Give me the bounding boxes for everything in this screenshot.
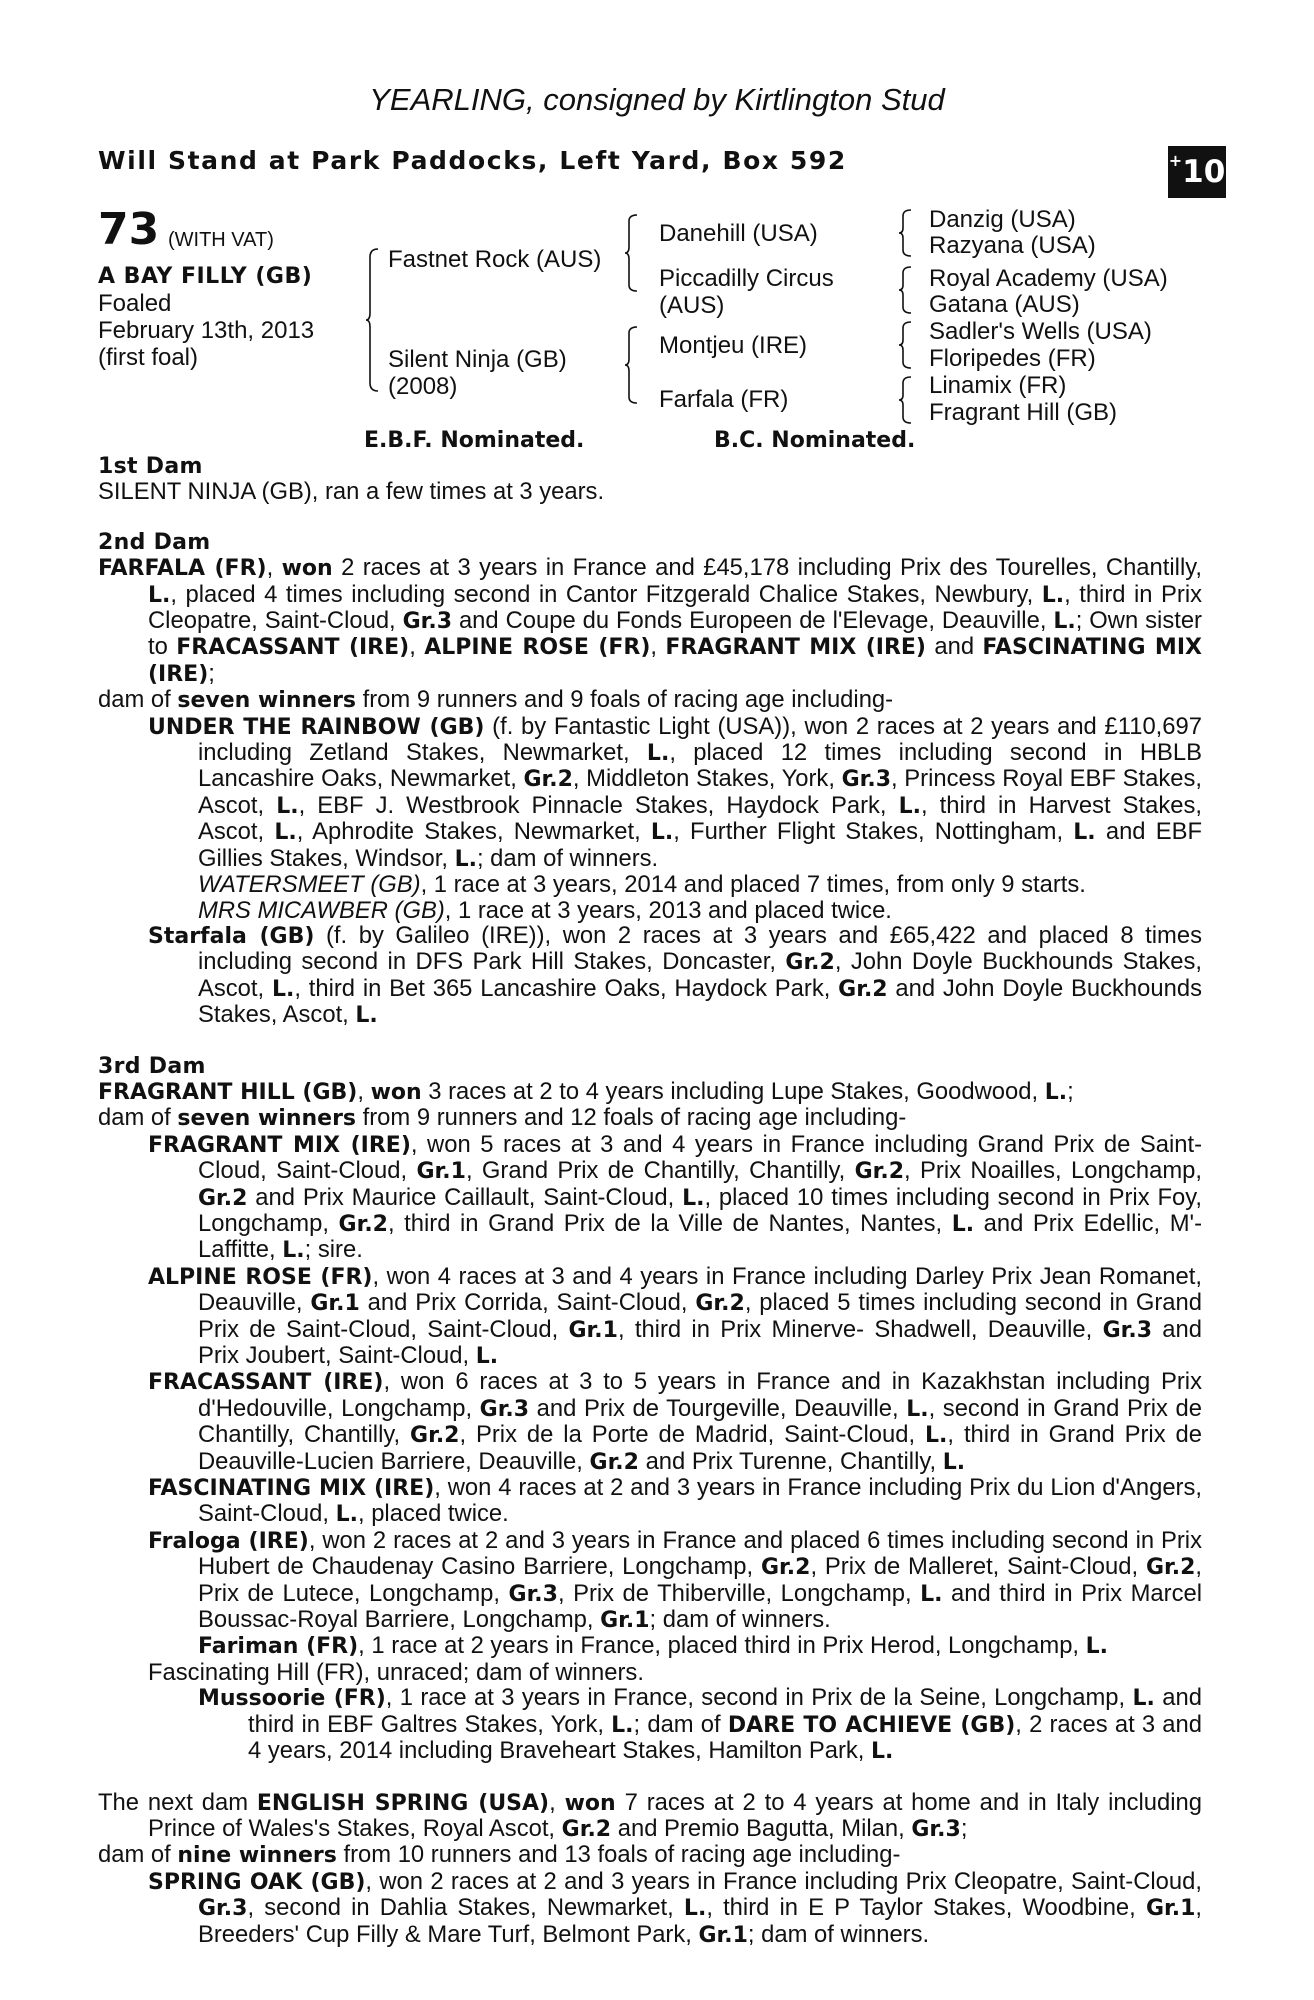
dam-year: (2008): [388, 373, 458, 400]
grandsire-2: Montjeu (IRE): [659, 332, 808, 359]
great-2: Razyana (USA): [929, 232, 1096, 259]
english-spring-entry: The next dam ENGLISH SPRING (USA), won 7 races at 2 to 4 years at home and in Italy including Prince of Wales's Stakes, Royal Ascot, Gr.2 and Premio Bagutta, Milan, Gr.3;: [98, 1788, 1203, 1842]
great-1: Danzig (USA): [929, 206, 1076, 233]
starfala-entry: Starfala (GB) (f. by Galileo (IRE)), won 2 races at 3 years and £65,422 and placed 8 times including second in DFS Park Hill Stakes, Doncaster, Gr.2, John Doyle Buckhounds Stakes, Ascot, L., third in Bet 365 Lancashire Oaks, Haydock Park, Gr.2 and John Doyle Buckhounds Stakes, Ascot, L.: [148, 921, 1202, 1029]
first-dam-heading: 1st Dam: [98, 454, 203, 479]
second-dam-heading: 2nd Dam: [98, 529, 211, 555]
farfala-produce-intro: dam of seven winners from 9 runners and 9 foals of racing age including-: [98, 686, 894, 714]
lot-details: [98, 290, 314, 371]
vat-note: (WITH VAT): [168, 229, 274, 251]
great-6: Floripedes (FR): [929, 345, 1096, 372]
third-dam-heading: 3rd Dam: [98, 1053, 206, 1079]
great-8: Fragrant Hill (GB): [929, 399, 1118, 426]
bc-nominated: B.C. Nominated.: [714, 428, 916, 453]
spring-oak-entry: SPRING OAK (GB), won 2 races at 2 and 3 years in France including Prix Cleopatre, Saint-Cloud, Gr.3, second in Dahlia Stakes, Newmarket, L., third in E P Taylor Stakes, Woodbine, Gr.1, Breeders' Cup Filly & Mare Turf, Belmont Park, Gr.1; dam of winners.: [148, 1867, 1202, 1948]
dam-brace: [625, 325, 639, 405]
fariman-entry: Fariman (FR), 1 race at 2 years in France, placed third in Prix Herod, Longchamp, L.: [198, 1632, 1109, 1660]
granddam-1-country: (AUS): [659, 292, 725, 319]
foal-note: (first foal): [98, 344, 199, 371]
under-the-rainbow-entry: UNDER THE RAINBOW (GB) (f. by Fantastic Light (USA)), won 2 races at 2 years and £110,697 including Zetland Stakes, Newmarket, L., placed 12 times including second in HBLB Lancashire Oaks, Newmarket, Gr.2, Middleton Stakes, York, Gr.3, Princess Royal EBF Stakes, Ascot, L., EBF J. Westbrook Pinnacle Stakes, Haydock Park, L., third in Harvest Stakes, Ascot, L., Aphrodite Stakes, Newmarket, L., Further Flight Stakes, Nottingham, L. and EBF Gillies Stakes, Windsor, L.; dam of winners.: [148, 712, 1202, 872]
grandsire-1: Danehill (USA): [659, 220, 818, 247]
lot-number: 73: [98, 204, 160, 255]
mussoorie-entry: Mussoorie (FR), 1 race at 3 years in France, second in Prix de la Seine, Longchamp, L. and third in EBF Galtres Stakes, York, L.; dam of DARE TO ACHIEVE (GB), 2 races at 3 and 4 years, 2014 including Braveheart Stakes, Hamilton Park, L.: [198, 1684, 1202, 1765]
lot-badge: [1168, 146, 1226, 198]
fraloga-entry: Fraloga (IRE), won 2 races at 2 and 3 years in France and placed 6 times including second in Prix Hubert de Chaudenay Casino Barriere, Longchamp, Gr.2, Prix de Malleret, Saint-Cloud, Gr.2, Prix de Lutece, Longchamp, Gr.3, Prix de Thiberville, Longchamp, L. and third in Prix Marcel Boussac-Royal Barriere, Longchamp, Gr.1; dam of winners.: [148, 1526, 1202, 1634]
fracassant-entry: FRACASSANT (IRE), won 6 races at 3 to 5 years in France and in Kazakhstan including Prix d'Hedouville, Longchamp, Gr.3 and Prix de Tourgeville, Deauville, L., second in Grand Prix de Chantilly, Chantilly, Gr.2, Prix de la Porte de Madrid, Saint-Cloud, L., third in Grand Prix de Deauville-Lucien Barriere, Deauville, Gr.2 and Prix Turenne, Chantilly, L.: [148, 1368, 1203, 1475]
badge-plus: +: [1168, 150, 1183, 170]
english-spring-produce-intro: dam of nine winners from 10 runners and 13 foals of racing age including-: [98, 1841, 901, 1869]
granddam-2: Farfala (FR): [659, 386, 789, 413]
stand-location: Will Stand at Park Paddocks, Left Yard, Box 592: [98, 146, 847, 175]
granddam-1: Piccadilly Circus: [659, 265, 834, 292]
great-5: Sadler's Wells (USA): [929, 318, 1152, 345]
fragrant-hill-produce-intro: dam of seven winners from 9 runners and 12 foals of racing age including-: [98, 1104, 907, 1132]
great-4: Gatana (AUS): [929, 291, 1080, 318]
great-brace-3: [899, 320, 913, 370]
foaled-label: Foaled: [98, 290, 172, 317]
great-7: Linamix (FR): [929, 372, 1067, 399]
great-brace-2: [899, 265, 913, 315]
great-brace-1: [899, 208, 913, 258]
watersmeet-entry: WATERSMEET (GB), 1 race at 3 years, 2014 and placed 7 times, from only 9 starts.: [198, 871, 1086, 899]
ebf-nominated: E.B.F. Nominated.: [364, 428, 585, 453]
lot-name: A BAY FILLY (GB): [98, 264, 313, 289]
alpine-rose-entry: ALPINE ROSE (FR), won 4 races at 3 and 4 years in France including Darley Prix Jean Romanet, Deauville, Gr.1 and Prix Corrida, Saint-Cloud, Gr.2, placed 5 times including second in Grand Prix de Saint-Cloud, Saint-Cloud, Gr.1, third in Prix Minerve- Shadwell, Deauville, Gr.3 and Prix Joubert, Saint-Cloud, L.: [148, 1262, 1202, 1369]
sire-name: Fastnet Rock (AUS): [388, 246, 602, 273]
fragrant-mix-entry: FRAGRANT MIX (IRE), won 5 races at 3 and 4 years in France including Grand Prix de Saint-Cloud, Saint-Cloud, Gr.1, Grand Prix de Chantilly, Chantilly, Gr.2, Prix Noailles, Longchamp, Gr.2 and Prix Maurice Caillault, Saint-Cloud, L., placed 10 times including second in Prix Foy, Longchamp, Gr.2, third in Grand Prix de la Ville de Nantes, Nantes, L. and Prix Edellic, M'-Laffitte, L.; sire.: [148, 1130, 1202, 1264]
sire-brace: [625, 213, 639, 293]
catalogue-body: [98, 454, 1202, 1948]
sire-dam-brace: [366, 247, 380, 393]
badge-number: 10: [1182, 154, 1226, 190]
mrs-micawber-entry: MRS MICAWBER (GB), 1 race at 3 years, 2013 and placed twice.: [198, 896, 892, 924]
foaled-date: February 13th, 2013: [98, 317, 315, 344]
page-title: YEARLING, consigned by Kirtlington Stud: [369, 82, 945, 117]
great-3: Royal Academy (USA): [929, 265, 1168, 292]
fascinating-mix-entry: FASCINATING MIX (IRE), won 4 races at 2 and 3 years in France including Prix du Lion d'Angers, Saint-Cloud, L., placed twice.: [148, 1474, 1202, 1528]
dam-name: Silent Ninja (GB): [388, 346, 567, 373]
fascinating-hill-entry: Fascinating Hill (FR), unraced; dam of winners.: [148, 1658, 644, 1686]
great-brace-4: [899, 375, 913, 425]
farfala-entry: FARFALA (FR), won 2 races at 3 years in France and £45,178 including Prix des Tourelles, Chantilly, L., placed 4 times including second in Cantor Fitzgerald Chalice Stakes, Newbury, L., third in Prix Cleopatre, Saint-Cloud, Gr.3 and Coupe du Fonds Europeen de l'Elevage, Deauville, L.; Own sister to FRACASSANT (IRE), ALPINE ROSE (FR), FRAGRANT MIX (IRE) and FASCINATING MIX (IRE);: [98, 554, 1202, 687]
first-dam-text: SILENT NINJA (GB), ran a few times at 3 years.: [98, 478, 605, 506]
fragrant-hill-entry: FRAGRANT HILL (GB), won 3 races at 2 to 4 years including Lupe Stakes, Goodwood, L.;: [98, 1077, 1074, 1105]
